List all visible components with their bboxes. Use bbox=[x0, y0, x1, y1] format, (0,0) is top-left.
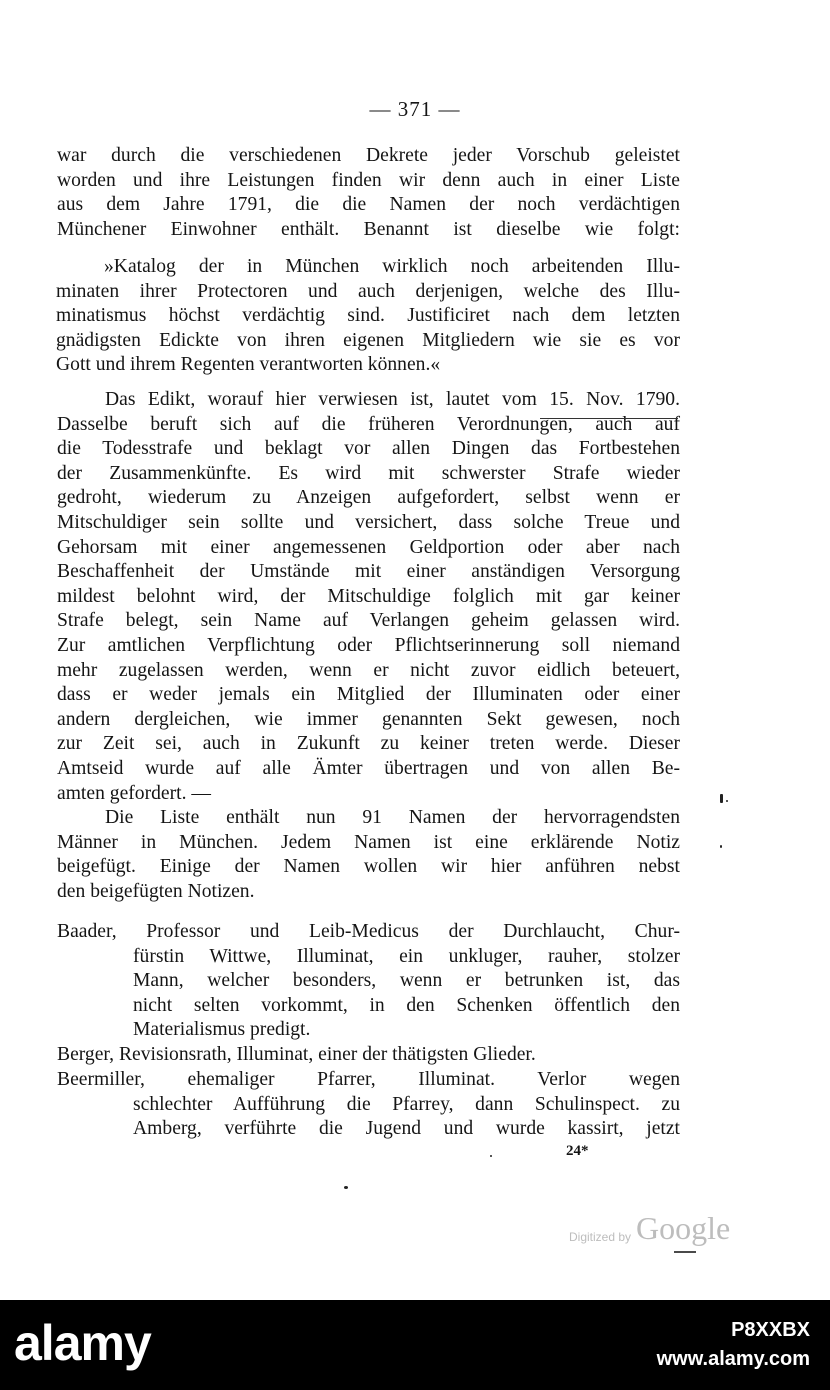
list-entry-berger bbox=[57, 1043, 680, 1068]
quoted-catalog-title bbox=[56, 255, 680, 378]
ink-speck bbox=[726, 800, 728, 802]
ink-speck bbox=[720, 845, 722, 848]
text-line: gnädigsten Edickte von ihren eigenen Mitgliedern wie sie es vor bbox=[56, 329, 680, 351]
pencil-underline-mark bbox=[540, 418, 678, 419]
entry-continuation-line: nicht selten vorkommt, in den Schenken öffentlich den bbox=[133, 994, 680, 1016]
text-line: Beschaffenheit der Umstände mit einer anständigen Versorgung bbox=[57, 561, 680, 583]
image-meta bbox=[657, 1316, 810, 1374]
image-id: P8XXBX bbox=[731, 1319, 810, 1341]
text-line: amten gefordert. — bbox=[57, 782, 211, 804]
text-line: andern dergleichen, wie immer genannten Sekt gewesen, noch bbox=[57, 708, 680, 730]
text-line: worden und ihre Leistungen finden wir denn auch in einer Liste bbox=[57, 169, 680, 191]
google-logo: Google bbox=[636, 1210, 731, 1246]
text-line: gedroht, wiederum zu Anzeigen aufgefordert, selbst wenn er bbox=[57, 487, 680, 509]
entry-continuation-line: schlechter Aufführung die Pfarrey, dann Schulinspect. zu bbox=[133, 1093, 680, 1115]
ink-speck bbox=[490, 1155, 492, 1157]
alamy-logo: alamy bbox=[14, 1315, 151, 1371]
text-line: Münchener Einwohner enthält. Benannt ist dieselbe wie folgt: bbox=[57, 218, 680, 240]
text-line: war durch die verschiedenen Dekrete jeder Vorschub geleistet bbox=[57, 145, 680, 166]
text-line: minatismus höchst verdächtig sind. Justificiret nach dem letzten bbox=[56, 305, 680, 327]
list-entry-beermiller bbox=[57, 1068, 680, 1142]
digitized-label: Digitized by bbox=[569, 1230, 632, 1244]
text-line: Männer in München. Jedem Namen ist eine erklärende Notiz bbox=[57, 831, 680, 853]
text-line: Die Liste enthält nun 91 Namen der hervorragendsten bbox=[105, 807, 680, 829]
text-line: minaten ihrer Protectoren und auch derjenigen, welche des Illu- bbox=[56, 280, 680, 302]
list-entry-baader bbox=[57, 920, 680, 1043]
entry-first-line: Baader, Professor und Leib-Medicus der Durchlaucht, Chur- bbox=[57, 921, 680, 942]
text-line: zur Zeit sei, auch in Zukunft zu keiner treten werde. Dieser bbox=[57, 733, 680, 755]
paragraph-2 bbox=[57, 388, 680, 904]
text-line: den beigefügten Notizen. bbox=[57, 880, 255, 902]
entry-continuation-line: Mann, welcher besonders, wenn er betrunken ist, das bbox=[133, 970, 680, 992]
text-line: dass er weder jemals ein Mitglied der Illuminaten oder einer bbox=[57, 684, 680, 706]
text-line: Strafe belegt, sein Name auf Verlangen geheim gelassen wird. bbox=[57, 610, 680, 632]
text-line: Gehorsam mit einer angemessenen Geldportion oder aber nach bbox=[57, 536, 680, 558]
text-line: »Katalog der in München wirklich noch arbeitenden Illu- bbox=[104, 256, 680, 277]
entry-continuation-line: fürstin Wittwe, Illuminat, ein unkluger, rauher, stolzer bbox=[133, 945, 680, 967]
printer-signature-mark: 24* bbox=[566, 1143, 589, 1159]
digitized-by-google-watermark bbox=[566, 1210, 746, 1260]
paragraph-1 bbox=[57, 144, 680, 242]
text-line: aus dem Jahre 1791, die die Namen der noch verdächtigen bbox=[57, 194, 680, 216]
entry-continuation-line: Amberg, verführte die Jugend und wurde kassirt, jetzt bbox=[133, 1118, 680, 1140]
text-line: mildest belohnt wird, der Mitschuldige folglich mit gar keiner bbox=[57, 585, 680, 607]
text-line: Amtseid wurde auf alle Ämter übertragen und von allen Be- bbox=[57, 757, 680, 779]
text-line: Das Edikt, worauf hier verwiesen ist, lautet vom 15. Nov. 1790. bbox=[105, 389, 680, 410]
stock-watermark-bar bbox=[0, 1300, 830, 1390]
text-line: beigefügt. Einige der Namen wollen wir hier anführen nebst bbox=[57, 856, 680, 878]
text-line: mehr zugelassen werden, wenn er nicht zuvor eidlich beteuert, bbox=[57, 659, 680, 681]
text-line: Mitschuldiger sein sollte und versichert, dass solche Treue und bbox=[57, 511, 680, 533]
ink-speck bbox=[344, 1186, 348, 1189]
ink-speck bbox=[720, 794, 723, 803]
text-line: Gott und ihrem Regenten verantworten können.« bbox=[56, 354, 441, 376]
text-line: die Todesstrafe und beklagt vor allen Dingen das Fortbestehen bbox=[57, 438, 680, 460]
text-line: der Zusammenkünfte. Es wird mit schwerster Strafe wieder bbox=[57, 462, 680, 484]
google-logo-underline bbox=[674, 1251, 696, 1253]
entry-first-line: Beermiller, ehemaliger Pfarrer, Illuminat. Verlor wegen bbox=[57, 1069, 680, 1090]
text-line: Zur amtlichen Verpflichtung oder Pflichtserinnerung soll niemand bbox=[57, 634, 680, 656]
entry-first-line: Berger, Revisionsrath, Illuminat, einer der thätigsten Glieder. bbox=[57, 1044, 536, 1065]
page-number-header: — 371 — bbox=[369, 97, 461, 121]
text-line: Dasselbe beruft sich auf die früheren Verordnungen, auch auf bbox=[57, 413, 680, 435]
entry-continuation-line: Materialismus predigt. bbox=[133, 1019, 311, 1041]
site-url: www.alamy.com bbox=[656, 1348, 810, 1370]
